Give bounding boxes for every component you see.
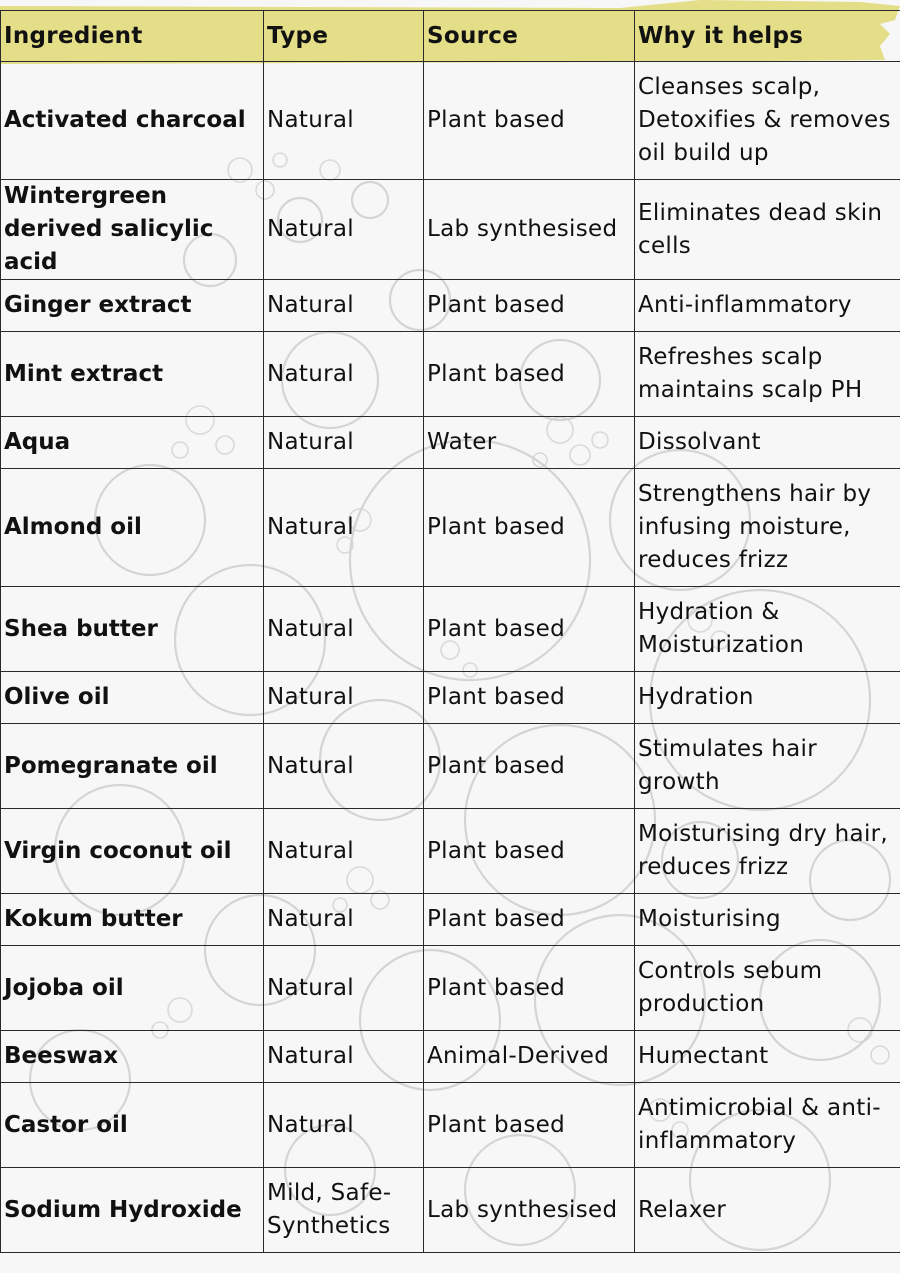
type-cell: Natural xyxy=(264,280,424,332)
source-cell: Lab synthesised xyxy=(424,1168,635,1253)
source-cell: Plant based xyxy=(424,62,635,180)
source-cell: Plant based xyxy=(424,946,635,1031)
source-cell: Plant based xyxy=(424,1083,635,1168)
type-cell: Natural xyxy=(264,332,424,417)
benefit-cell: Moisturising dry hair, reduces frizz xyxy=(635,809,900,894)
type-cell: Natural xyxy=(264,946,424,1031)
column-header-why: Why it helps xyxy=(635,11,900,62)
type-cell: Natural xyxy=(264,894,424,946)
table-row xyxy=(1,62,900,180)
source-cell: Plant based xyxy=(424,332,635,417)
column-header-type: Type xyxy=(264,11,424,62)
source-cell: Plant based xyxy=(424,280,635,332)
type-cell: Natural xyxy=(264,1083,424,1168)
table-row xyxy=(1,1168,900,1253)
table-row xyxy=(1,946,900,1031)
benefit-cell: Moisturising xyxy=(635,894,900,946)
source-cell: Plant based xyxy=(424,724,635,809)
ingredient-cell: Wintergreen derived salicylic acid xyxy=(1,180,264,280)
ingredient-cell: Kokum butter xyxy=(1,894,264,946)
table-row xyxy=(1,672,900,724)
column-header-ingredient: Ingredient xyxy=(1,11,264,62)
benefit-cell: Relaxer xyxy=(635,1168,900,1253)
ingredient-cell: Ginger extract xyxy=(1,280,264,332)
ingredient-cell: Sodium Hydroxide xyxy=(1,1168,264,1253)
source-cell: Water xyxy=(424,417,635,469)
ingredient-cell: Virgin coconut oil xyxy=(1,809,264,894)
benefit-cell: Dissolvant xyxy=(635,417,900,469)
ingredient-cell: Olive oil xyxy=(1,672,264,724)
table-row xyxy=(1,417,900,469)
ingredient-cell: Pomegranate oil xyxy=(1,724,264,809)
ingredient-cell: Castor oil xyxy=(1,1083,264,1168)
benefit-cell: Refreshes scalp maintains scalp PH xyxy=(635,332,900,417)
table-row xyxy=(1,587,900,672)
type-cell: Mild, Safe-Synthetics xyxy=(264,1168,424,1253)
ingredient-cell: Almond oil xyxy=(1,469,264,587)
benefit-cell: Strengthens hair by infusing moisture, reduces frizz xyxy=(635,469,900,587)
source-cell: Plant based xyxy=(424,894,635,946)
benefit-cell: Cleanses scalp, Detoxifies & removes oil build up xyxy=(635,62,900,180)
benefit-cell: Humectant xyxy=(635,1031,900,1083)
source-cell: Plant based xyxy=(424,469,635,587)
table-row xyxy=(1,180,900,280)
table-row xyxy=(1,469,900,587)
table-row xyxy=(1,280,900,332)
table-row xyxy=(1,1083,900,1168)
benefit-cell: Antimicrobial & anti-inflammatory xyxy=(635,1083,900,1168)
benefit-cell: Controls sebum production xyxy=(635,946,900,1031)
table-row xyxy=(1,332,900,417)
source-cell: Lab synthesised xyxy=(424,180,635,280)
table-row xyxy=(1,809,900,894)
type-cell: Natural xyxy=(264,809,424,894)
ingredients-table xyxy=(0,10,900,1253)
type-cell: Natural xyxy=(264,417,424,469)
table-row xyxy=(1,1031,900,1083)
ingredient-cell: Aqua xyxy=(1,417,264,469)
table-row xyxy=(1,894,900,946)
type-cell: Natural xyxy=(264,469,424,587)
type-cell: Natural xyxy=(264,587,424,672)
type-cell: Natural xyxy=(264,724,424,809)
ingredient-cell: Beeswax xyxy=(1,1031,264,1083)
ingredient-cell: Mint extract xyxy=(1,332,264,417)
type-cell: Natural xyxy=(264,1031,424,1083)
source-cell: Animal-Derived xyxy=(424,1031,635,1083)
benefit-cell: Hydration & Moisturization xyxy=(635,587,900,672)
source-cell: Plant based xyxy=(424,672,635,724)
table-header-row xyxy=(1,11,900,62)
benefit-cell: Hydration xyxy=(635,672,900,724)
source-cell: Plant based xyxy=(424,587,635,672)
column-header-source: Source xyxy=(424,11,635,62)
benefit-cell: Anti-inflammatory xyxy=(635,280,900,332)
ingredient-cell: Activated charcoal xyxy=(1,62,264,180)
type-cell: Natural xyxy=(264,180,424,280)
type-cell: Natural xyxy=(264,62,424,180)
source-cell: Plant based xyxy=(424,809,635,894)
type-cell: Natural xyxy=(264,672,424,724)
benefit-cell: Eliminates dead skin cells xyxy=(635,180,900,280)
table-row xyxy=(1,724,900,809)
ingredient-cell: Shea butter xyxy=(1,587,264,672)
ingredient-cell: Jojoba oil xyxy=(1,946,264,1031)
benefit-cell: Stimulates hair growth xyxy=(635,724,900,809)
